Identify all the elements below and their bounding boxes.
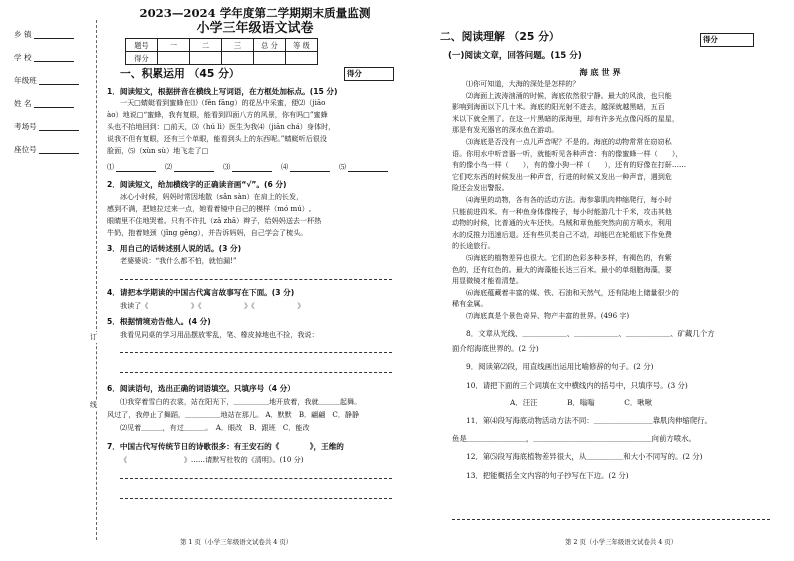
binding-field-6: 座位号 <box>14 145 79 154</box>
exam-title: 2023—2024 学年度第二学期期末质量监测 <box>139 6 371 20</box>
q7-answer-line-2[interactable] <box>120 498 392 499</box>
q13-answer-line[interactable] <box>452 519 770 520</box>
article-line: 稀有金属。 <box>452 299 488 309</box>
q2-line-1: 冰心小时候，妈妈时常因地散（sǎn sàn）在肩上的长发， <box>120 192 304 201</box>
binding-field-1: 乡 镇 <box>14 30 74 39</box>
q7-line: 《 》……请默写杜牧的《清明》。(10 分) <box>120 455 304 464</box>
score-box-label: 得分 <box>703 35 718 44</box>
q3-title: 3．用自己的话转述别人说的话。(3 分) <box>107 244 242 253</box>
q6-title: 6．阅读语句，选出正确的词语填空。只填序号（4 分） <box>107 384 295 393</box>
binding-field-5: 考场号 <box>14 122 79 131</box>
reading-question-line: 13．把能概括全文内容的句子抄写在下边。(2 分) <box>466 471 629 480</box>
q5-title: 5．根据情境劝告他人。(4 分) <box>107 317 211 326</box>
article-line: 动物的时候，比普通的火车还快。乌贼和章鱼能突然向前方喷水，利用 <box>452 218 672 228</box>
q6-line-3: ⑵见着＿＿＿，有过＿＿＿。 A．眼改 B．跟班 C．能改 <box>120 423 310 432</box>
article-line: ⑵海面上波涛汹涌的时候，海底依然很宁静。最大的风浪，也只能 <box>466 90 672 100</box>
score-col-1: 一 <box>158 39 190 52</box>
score-col-total: 总 分 <box>254 39 286 52</box>
article-line: 的长途旅行。 <box>452 241 495 251</box>
reading-question-line: 11．第⑷段写海底动物活动方法不同：＿＿＿＿＿＿＿＿靠肌肉伸缩爬行。 <box>466 416 712 425</box>
q3-answer-line[interactable] <box>120 279 392 280</box>
binding-field-4: 姓 名 <box>14 99 74 108</box>
q1-line-2: ào）地说□“蜜蜂，我有复眼，能看到四面八方的风景，你有吗□”蜜蜂 <box>107 110 328 119</box>
reading-question-line: 鱼是＿＿＿＿＿＿＿＿，＿＿＿＿＿＿＿＿＿＿＿＿＿＿＿＿向前方喷水。 <box>452 434 696 443</box>
article-line: 水的反推力迅速后退。还有些贝类自己不动，却能巴在轮船底下作免费 <box>452 229 672 239</box>
blank-num: ⑷ <box>281 162 289 172</box>
score-cell[interactable] <box>190 52 222 65</box>
q6-line-2: 风过了，我停止了舞蹈，＿＿＿＿＿地站在那儿。 A．默默 B．翩翩 C．静静 <box>107 410 360 419</box>
footer-right: 第 2 页（小学三年级语文试卷共 4 页） <box>565 538 678 546</box>
q7-answer-line-1[interactable] <box>120 478 392 479</box>
article-title: 海 底 世 界 <box>579 67 621 77</box>
blank-num: ⑶ <box>223 162 231 172</box>
article-line: 语。你用水中听音器一听，就能听见各种声音：有的像蜜蜂一样（ ）， <box>452 148 683 158</box>
q3-line: 老婆婆说：“我什么都不怕，就怕漏!” <box>120 256 237 265</box>
article-line: ⑴你可知道，大海的深处是怎样的？ <box>466 79 580 88</box>
exam-subtitle: 小学三年级语文试卷 <box>196 21 314 36</box>
reading-question-line: 10．请把下面的三个词填在文中横线内的括号中，只填序号。(3 分) <box>466 381 688 390</box>
q1-line-3: 头也不抬地回到：□前天，⑶（hú lì）医生为我⑷（jiān chá）身体时， <box>107 122 336 131</box>
article-line: 色的，还有红色的。最大的海藻能长达三百米。最小的单细胞海藻，要 <box>452 264 672 274</box>
seal-char-ding: 订 <box>90 333 97 341</box>
article-line: 险还会发出警报。 <box>452 183 509 193</box>
q4-title: 4．请把本学期读的中国古代寓言故事写在下面。(3 分) <box>107 288 295 297</box>
article-line: ⑺海底真是个景色奇异、物产丰富的世界。(496 字) <box>466 311 630 320</box>
q1-title: 1．阅读短文，根据拼音在横线上写词语，在方框处加标点。(15 分) <box>107 87 338 96</box>
q5-answer-line-2[interactable] <box>120 372 392 373</box>
q1-blank-5[interactable] <box>339 163 388 172</box>
article-line: 只能前进四米。有一种鱼身体像梭子，每小时能游几十千米，攻击其他 <box>452 206 672 216</box>
q1-blank-1[interactable] <box>107 163 156 172</box>
footer-left: 第 1 页（小学三年级语文试卷共 4 页） <box>180 538 293 546</box>
q1-line-4: 说我不但有复眼，还有三个单眼，能看到头上的东西呢。”蜻蜓听后很没 <box>107 134 327 143</box>
blank-num: ⑸ <box>339 162 347 172</box>
section-1-title: 一、积累运用 （45 分） <box>120 67 240 80</box>
score-cell[interactable] <box>158 52 190 65</box>
q1-blank-4[interactable] <box>281 163 330 172</box>
q5-answer-line-1[interactable] <box>120 352 392 353</box>
q1-line-1: 一天□蜻蜓看到蜜蜂在⑴（fěn fāng）的花丛中采蜜，便⑵（jiāo <box>120 98 326 107</box>
score-table <box>125 38 318 65</box>
score-cell[interactable] <box>222 52 254 65</box>
blank-num: ⑵ <box>165 162 173 172</box>
score-cell[interactable] <box>286 52 318 65</box>
reading-question-line: 12．第⑸段写海底植物差异很大，从＿＿＿＿＿和大小不同写的。(2 分) <box>466 452 703 461</box>
score-box-label: 得分 <box>347 69 362 78</box>
binding-field-2: 学 校 <box>14 53 74 62</box>
article-line: 米以下就全黑了。在这一片黑暗的深海里，却有许多光点像闪烁的星星， <box>452 113 679 123</box>
q4-line: 我读了《 》《 》《 》 <box>120 301 305 310</box>
q1-blank-2[interactable] <box>165 163 214 172</box>
section-2-title: 二、阅读理解 （25 分） <box>440 30 560 43</box>
section-1-score-box[interactable] <box>344 67 394 81</box>
article-line: 那是有发光器官的深水鱼在游动。 <box>452 125 559 135</box>
reading-question-line: 面介绍海底世界的。(2 分) <box>452 344 539 353</box>
article-line: 它们吃东西的时候发出一种声音，行进的时候又发出一种声音，遇到危 <box>452 171 672 181</box>
score-row-label: 得分 <box>126 52 158 65</box>
q7-title: 7．中国古代写传统节日的诗歌很多：有王安石的《 》，王维的 <box>107 442 344 451</box>
score-col-header: 题号 <box>126 39 158 52</box>
q6-line-1: ⑴我穿着雪白的衣裳，站在阳光下，＿＿＿＿＿地开放着，我就＿＿＿起舞。 <box>120 397 362 406</box>
article-line: ⑸海底的植物差异也很大。它们的色彩多种多样，有褐色的，有紫 <box>466 253 672 262</box>
article-line: 有的像小鸟一样（ ），有的像小狗一样（ ），还有的好像在打鼾…… <box>452 160 687 170</box>
q2-line-2: 感到不满，把她拉过来一点，她看着镜中自己的模样（mó mú）, <box>107 204 312 213</box>
score-cell[interactable] <box>254 52 286 65</box>
reading-question-line: A．汪汪 B．嗡嗡 C．啾啾 <box>510 398 653 407</box>
reading-question-line: 9．阅读第⑵段，用直线画出运用比喻修辞的句子。(2 分) <box>466 362 654 371</box>
seal-char-xian: 线 <box>90 401 97 409</box>
q1-line-5: 脸面，⑸（xùn sù）地飞走了□ <box>107 146 209 155</box>
q2-line-4: 牛奶，抱着她颈（jǐng gěng），并告诉妈妈，自己学会了梳头。 <box>107 228 308 237</box>
score-col-3: 三 <box>222 39 254 52</box>
article-line: 用显微镜才能看清楚。 <box>452 276 523 286</box>
blank-num: ⑴ <box>107 162 115 172</box>
q1-blank-3[interactable] <box>223 163 272 172</box>
article-line: ⑷海里的动物，各有各的活动方法。海参靠肌肉伸缩爬行，每小时 <box>466 195 672 204</box>
reading-question-line: 8．文章从光线、＿＿＿＿＿＿、＿＿＿＿＿＿、＿＿＿＿＿＿、矿藏几个方 <box>466 329 715 338</box>
q5-line: 我看见同桌的学习用品摆放零乱，笔、橡皮掉地也不捡，我说： <box>120 330 319 339</box>
q2-title: 2．阅读短文，给加横线字的正确读音画“√”。(6 分) <box>107 180 287 189</box>
binding-dashed-line <box>96 20 97 540</box>
section-2-sub: (一)阅读文章，回答问题。(15 分) <box>448 51 582 61</box>
q2-line-3: 眼睛里不住地哭着。只有不许扎（zā zhā）辫子，给妈妈送去一杯热 <box>107 216 322 225</box>
score-col-grade: 等 级 <box>286 39 318 52</box>
section-2-score-box[interactable] <box>700 33 754 47</box>
article-line: 影响到海面以下几十米。海底的阳光射不进去，越深就越黑暗，五百 <box>452 102 665 112</box>
article-line: ⑹海底蕴藏着丰富的煤、铁、石油和天然气，还有陆地上储量很少的 <box>466 287 679 297</box>
binding-field-3: 年级班 <box>14 76 79 85</box>
article-line: ⑶海底是否没有一点儿声音呢？不是的。海底的动物常常在窃窃私 <box>466 137 672 146</box>
score-col-2: 二 <box>190 39 222 52</box>
